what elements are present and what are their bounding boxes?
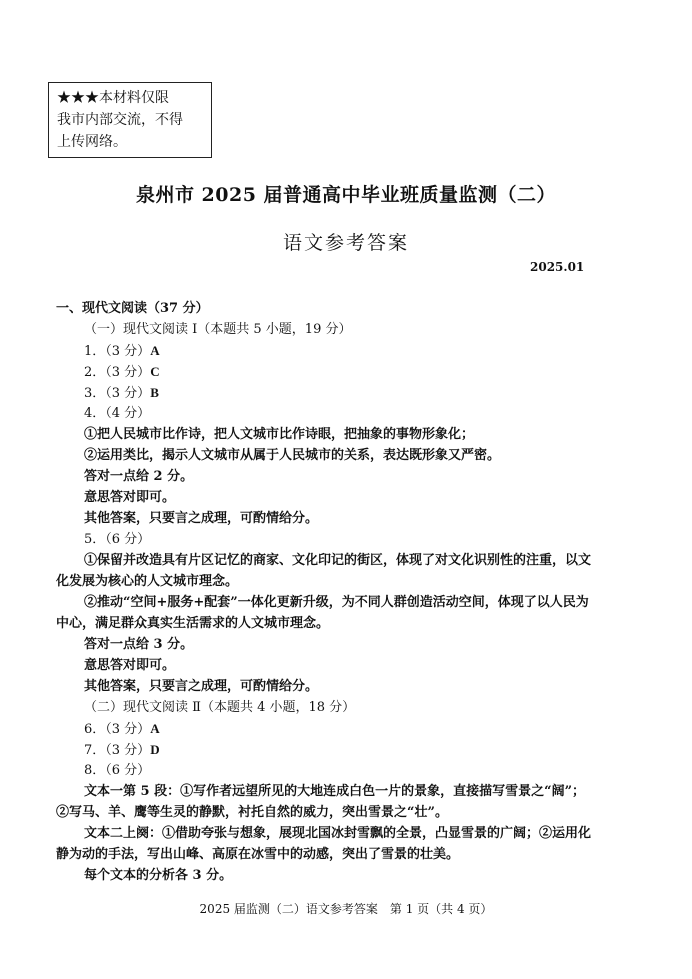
notice-line-3: 上传网络。 [57, 134, 127, 150]
q8-score-note: 每个文本的分析各 3 分。 [84, 868, 233, 883]
q5-point-2a: ②推动“空间+服务+配套”一体化更新升级，为不同人群创造活动空间，体现了以人民为 [84, 595, 589, 610]
notice-line-1: ★★★本材料仅限 [57, 90, 169, 106]
notice-line-2: 我市内部交流，不得 [57, 112, 183, 128]
q8-text1-a: 文本一第 5 段：①写作者远望所见的大地连成白色一片的景象，直接描写雪景之“阔”； [84, 784, 586, 799]
q7-answer: D [150, 742, 160, 757]
q7-prefix: 7．（3 分） [84, 743, 151, 758]
q8-row: 8．（6 分） [84, 763, 151, 778]
q3-answer: B [150, 385, 159, 400]
part2-heading: （二）现代文阅读 Ⅱ（本题共 4 小题，18 分） [84, 700, 356, 715]
q5-point-1a: ①保留并改造具有片区记忆的商家、文化印记的街区，体现了对文化识别性的注重，以文 [84, 553, 592, 568]
q4-point-1: ①把人民城市比作诗，把人文城市比作诗眼，把抽象的事物形象化； [84, 427, 475, 442]
q2-answer: C [150, 364, 160, 379]
q4-point-2: ②运用类比，揭示人文城市从属于人民城市的关系，表达既形象又严密。 [84, 448, 501, 463]
q2-row [56, 361, 640, 382]
q8-text1-b: ②写马、羊、鹰等生灵的静默，衬托自然的威力，突出雪景之“壮”。 [56, 805, 448, 820]
notice-box [48, 82, 212, 158]
q1-answer: A [150, 343, 160, 358]
q8-text2-b: 静为动的手法，写出山峰、高原在冰雪中的动感，突出了雪景的壮美。 [56, 847, 460, 862]
answer-content [56, 298, 640, 886]
page-subtitle: 语文参考答案 [282, 232, 409, 254]
q3-row [56, 382, 640, 403]
q4-row: 4．（4 分） [84, 406, 151, 421]
q6-prefix: 6．（3 分） [84, 722, 151, 737]
q8-text2-a: 文本二上阕：①借助夸张与想象，展现北国冰封雪飘的全景，凸显雪景的广阔；②运用化 [84, 826, 592, 841]
q5-point-2b: 中心，满足群众真实生活需求的人文城市理念。 [56, 616, 330, 631]
q4-score-note: 答对一点给 2 分。 [84, 469, 194, 484]
q3-prefix: 3．（3 分） [84, 386, 151, 401]
document-date: 2025.01 [530, 260, 585, 274]
q4-other-note: 其他答案，只要言之成理，可酌情给分。 [84, 511, 319, 526]
q7-row [56, 739, 640, 760]
q5-other-note: 其他答案，只要言之成理，可酌情给分。 [84, 679, 319, 694]
q5-meaning-note: 意思答对即可。 [84, 658, 176, 673]
q1-row [56, 340, 640, 361]
page-footer: 2025 届监测（二）语文参考答案 第 1 页（共 4 页） [199, 902, 493, 916]
q5-score-note: 答对一点给 3 分。 [84, 637, 194, 652]
q5-row: 5．（6 分） [84, 532, 151, 547]
q6-answer: A [150, 721, 160, 736]
part1-heading: （一）现代文阅读 Ⅰ（本题共 5 小题，19 分） [84, 322, 352, 337]
page-title: 泉州市 2025 届普通高中毕业班质量监测（二） [135, 184, 557, 206]
section-heading: 一、现代文阅读（37 分） [56, 301, 209, 316]
q1-prefix: 1．（3 分） [84, 344, 151, 359]
q2-prefix: 2．（3 分） [84, 365, 151, 380]
q5-point-1b: 化发展为核心的人文城市理念。 [56, 574, 239, 589]
q6-row [56, 718, 640, 739]
q4-meaning-note: 意思答对即可。 [84, 490, 176, 505]
